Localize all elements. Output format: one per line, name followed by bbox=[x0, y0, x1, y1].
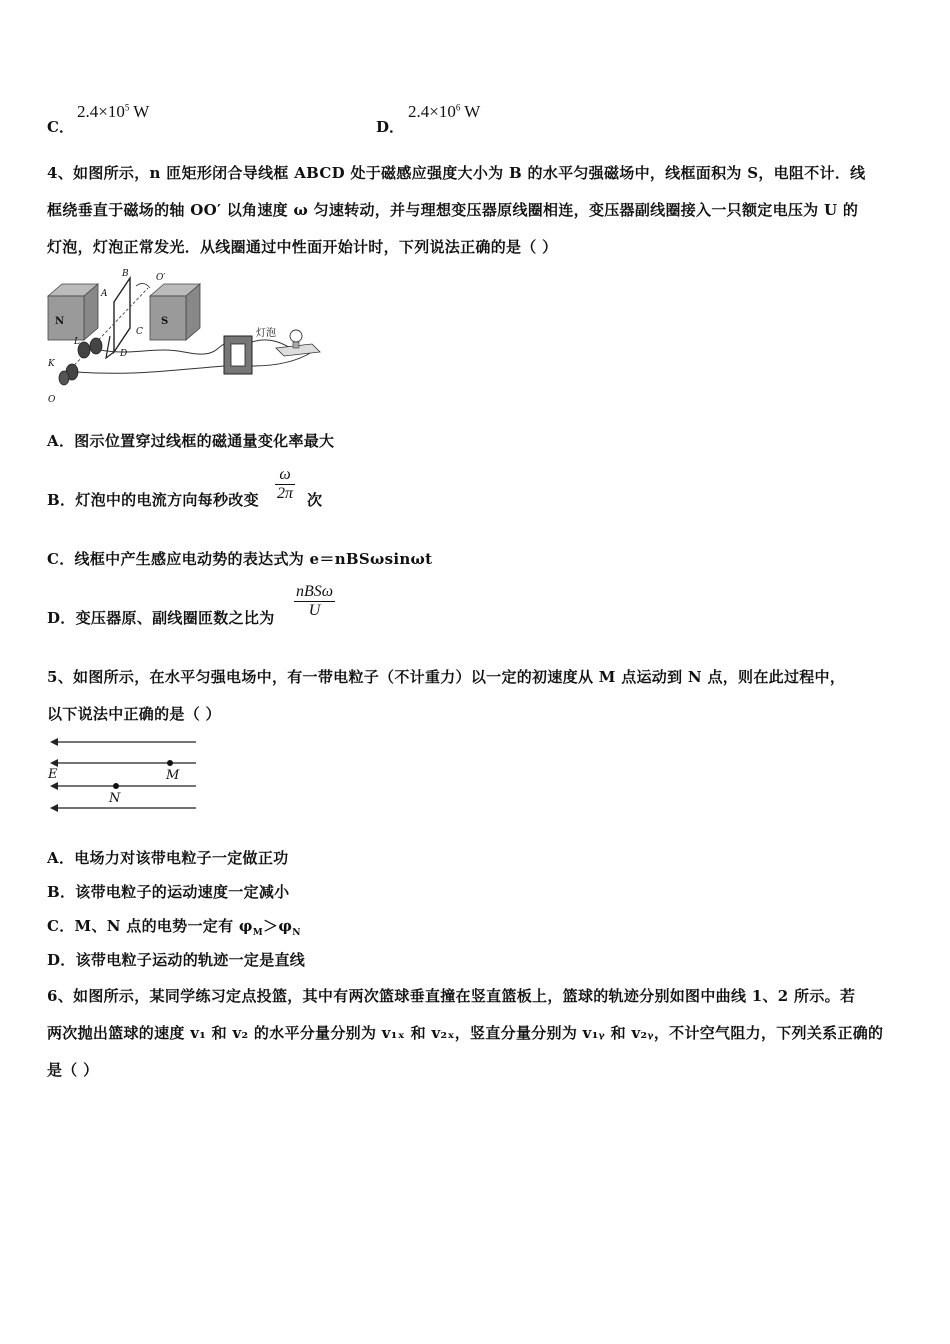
q5-option-d: D．该带电粒子运动的轨迹一定是直线 bbox=[47, 951, 306, 969]
point-m bbox=[167, 760, 173, 766]
q5-option-b: B．该带电粒子的运动速度一定减小 bbox=[47, 883, 290, 901]
q3-option-d-label: D． bbox=[376, 118, 405, 136]
q5-stem-line1: 5、如图所示，在水平匀强电场中，有一带电粒子（不计重力）以一定的初速度从 M 点运动到 N 点，则在此过程中， bbox=[47, 668, 846, 686]
q4-option-d-fraction: nBSω U bbox=[296, 583, 334, 619]
q6-stem-line3: 是（ ） bbox=[47, 1061, 99, 1079]
q4-option-b-fraction: $\frac{\omega}{2\pi}$ bbox=[277, 466, 294, 502]
svg-text:M: M bbox=[166, 768, 180, 783]
q5-option-c: C．M、N 点的电势一定有 $\varphi_M>\varphi_N$ bbox=[47, 917, 301, 938]
q4-option-a: A．图示位置穿过线框的磁通量变化率最大 bbox=[47, 432, 335, 450]
q3-option-d-value: $2.4\times 10^6$ W bbox=[408, 102, 481, 121]
q4-option-c: C．线框中产生感应电动势的表达式为 e＝nBSωsinωt bbox=[47, 550, 433, 568]
svg-text:N: N bbox=[109, 791, 121, 806]
svg-text:K: K bbox=[48, 359, 55, 369]
q4-stem-line2: 框绕垂直于磁场的轴 OO′ 以角速度 ω 匀速转动，并与理想变压器原线圈相连，变压器副线圈接入一只额定电压为 U 的 bbox=[47, 201, 859, 219]
q4-generator-figure bbox=[44, 266, 334, 406]
q3-option-c-label: C． bbox=[47, 118, 74, 136]
s-magnet bbox=[150, 284, 200, 340]
svg-text:A: A bbox=[101, 289, 108, 299]
q6-stem-line1: 6、如图所示，某同学练习定点投篮，其中有两次篮球垂直撞在竖直篮板上，篮球的轨迹分别如图中曲线 1、2 所示。若 bbox=[47, 987, 856, 1005]
point-n bbox=[113, 783, 119, 789]
label-n: N bbox=[55, 316, 65, 327]
n-magnet bbox=[48, 284, 98, 340]
q4-option-b: B．灯泡中的电流方向每秒改变 bbox=[47, 491, 259, 509]
q5-field-figure bbox=[44, 732, 204, 814]
label-s: S bbox=[161, 316, 169, 327]
lamp-bulb bbox=[290, 330, 302, 342]
svg-text:B: B bbox=[122, 269, 129, 279]
q6-stem-line2: 两次抛出篮球的速度 v₁ 和 v₂ 的水平分量分别为 v₁ₓ 和 v₂ₓ，竖直分量分别为 v₁ᵧ 和 v₂ᵧ，不计空气阻力，下列关系正确的 bbox=[47, 1024, 884, 1042]
q5-option-a: A．电场力对该带电粒子一定做正功 bbox=[47, 849, 289, 867]
svg-text:D: D bbox=[120, 349, 128, 359]
q4-option-d: D．变压器原、副线圈匝数之比为 bbox=[47, 609, 275, 627]
svg-text:灯泡: 灯泡 bbox=[256, 328, 276, 339]
q4-option-b-suffix: 次 bbox=[307, 491, 323, 509]
svg-text:L: L bbox=[74, 337, 80, 347]
svg-text:O′: O′ bbox=[156, 273, 166, 283]
svg-text:O: O bbox=[48, 395, 56, 405]
svg-text:C: C bbox=[136, 327, 143, 337]
coil-frame bbox=[114, 278, 130, 352]
q4-stem-line1: 4、如图所示，n 匝矩形闭合导线框 ABCD 处于磁感应强度大小为 B 的水平匀强磁场中，线框面积为 S，电阻不计．线 bbox=[47, 164, 866, 182]
q4-stem-line3: 灯泡，灯泡正常发光．从线圈通过中性面开始计时，下列说法正确的是（ ） bbox=[47, 238, 558, 256]
q3-option-c-value: $2.4\times 10^5$ W bbox=[77, 102, 150, 121]
svg-text:E: E bbox=[48, 767, 58, 782]
q5-stem-line2: 以下说法中正确的是（ ） bbox=[47, 705, 221, 723]
